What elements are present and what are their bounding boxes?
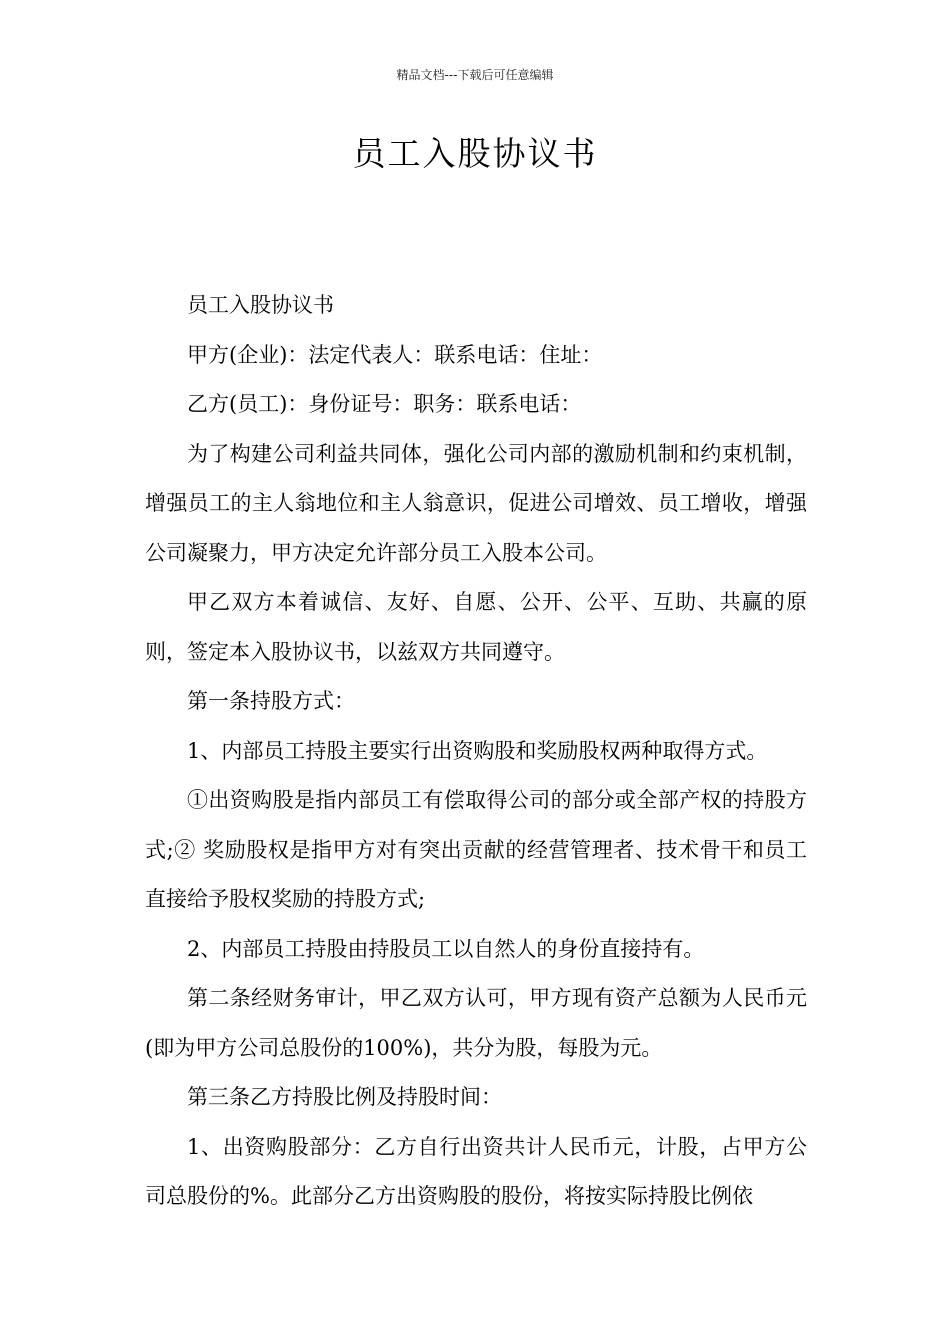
article-3-item-1: 1、出资购股部分：乙方自行出资共计人民币元，计股，占甲方公司总股份的%。此部分乙方出资购股的股份，将按实际持股比例依 — [145, 1134, 807, 1208]
article-1-heading: 第一条持股方式： — [187, 689, 355, 713]
header-note: 精品文档---下载后可任意编辑 — [396, 68, 554, 82]
article-1-item-2: 2、内部员工持股由持股员工以自然人的身份直接持有。 — [187, 936, 705, 961]
paragraph-principles: 甲乙双方本着诚信、友好、自愿、公开、公平、互助、共赢的原则，签定本入股协议书，以兹双方共同遵守。 — [145, 590, 807, 664]
article-3-heading: 第三条乙方持股比例及持股时间： — [187, 1085, 502, 1109]
paragraph-party-a: 甲方(企业)：法定代表人：联系电话：住址： — [187, 342, 603, 367]
paragraph-party-b: 乙方(员工)：身份证号：职务：联系电话： — [187, 392, 582, 416]
article-1-item-1: 1、内部员工持股主要实行出资购股和奖励股权两种取得方式。 — [187, 738, 768, 763]
paragraph-purpose: 为了构建公司利益共同体，强化公司内部的激励机制和约束机制，增强员工的主人翁地位和主人翁意识，促进公司增效、员工增收，增强公司凝聚力，甲方决定允许部分员工入股本公司。 — [145, 441, 807, 565]
paragraph-subtitle: 员工入股协议书 — [187, 293, 334, 317]
article-1-item-1-detail: ①出资购股是指内部员工有偿取得公司的部分或全部产权的持股方式;② 奖励股权是指甲方对有突出贡献的经营管理者、技术骨干和员工直接给予股权奖励的持股方式; — [145, 788, 807, 911]
document-body — [145, 281, 807, 1222]
document-title: 员工入股协议书 — [352, 134, 598, 173]
article-2: 第二条经财务审计，甲乙双方认可，甲方现有资产总额为人民币元(即为甲方公司总股份的100%)，共分为股，每股为元。 — [145, 986, 807, 1060]
